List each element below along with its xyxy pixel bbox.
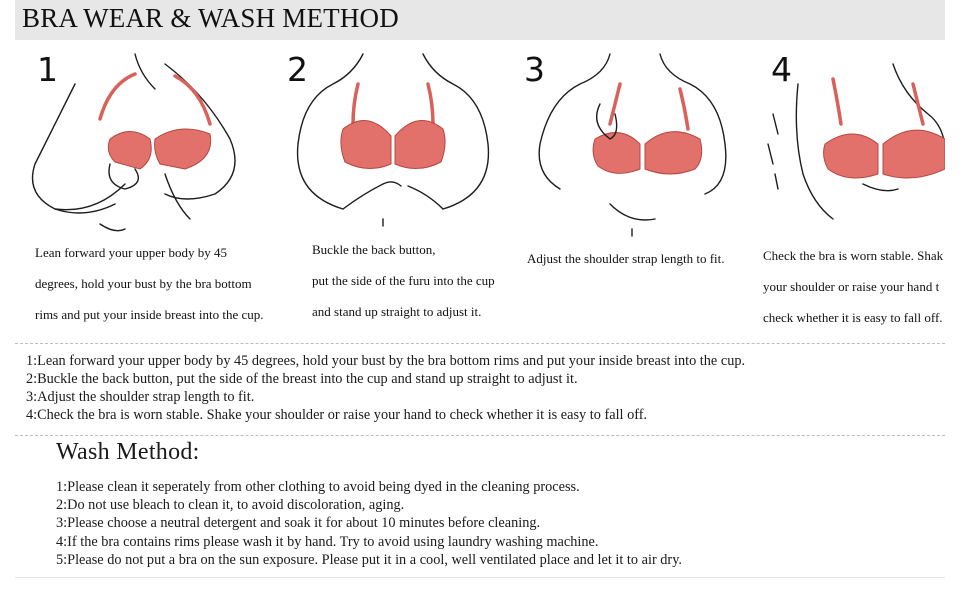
caption-line: rims and put your inside breast into the cup. bbox=[35, 307, 264, 322]
step-line-3: 3:Adjust the shoulder strap length to fit. bbox=[26, 389, 255, 405]
step-2-caption bbox=[312, 234, 495, 327]
wash-item-5: 5:Please do not put a bra on the sun exposure. Please put it in a cool, well ventilated place and let it to air dry. bbox=[56, 551, 682, 568]
bottom-rule bbox=[15, 577, 945, 578]
step-number-4: 4 bbox=[771, 50, 792, 89]
step-panel-3 bbox=[520, 44, 746, 336]
step-panel-1 bbox=[15, 44, 265, 336]
caption-line: put the side of the furu into the cup bbox=[312, 273, 495, 288]
wash-item-2: 2:Do not use bleach to clean it, to avoid discoloration, aging. bbox=[56, 497, 405, 514]
step-3-illustration bbox=[520, 44, 746, 244]
caption-line: your shoulder or raise your hand t bbox=[763, 279, 940, 294]
steps-summary bbox=[26, 352, 745, 424]
caption-line: Buckle the back button, bbox=[312, 242, 436, 257]
step-number-2: 2 bbox=[287, 50, 308, 89]
caption-line: degrees, hold your bust by the bra bottom bbox=[35, 276, 252, 291]
step-3-caption bbox=[527, 243, 725, 274]
step-1-caption bbox=[35, 237, 264, 330]
step-number-3: 3 bbox=[524, 50, 545, 89]
caption-line: Check the bra is worn stable. Shak bbox=[763, 248, 944, 263]
step-line-2: 2:Buckle the back button, put the side of the breast into the cup and stand up straight to adjust it. bbox=[26, 371, 578, 387]
caption-line: Adjust the shoulder strap length to fit. bbox=[527, 251, 725, 266]
wash-item-1: 1:Please clean it seperately from other clothing to avoid being dyed in the cleaning process. bbox=[56, 479, 580, 495]
step-4-illustration bbox=[753, 44, 945, 244]
divider-middle bbox=[15, 435, 945, 436]
step-4-caption bbox=[763, 240, 943, 333]
header-bar bbox=[15, 0, 945, 40]
page-title: BRA WEAR & WASH METHOD bbox=[22, 3, 399, 33]
wash-method-title: Wash Method: bbox=[56, 439, 200, 465]
caption-line: Lean forward your upper body by 45 bbox=[35, 245, 228, 260]
caption-line: and stand up straight to adjust it. bbox=[312, 304, 482, 319]
caption-line: check whether it is easy to fall off. bbox=[763, 310, 943, 325]
divider-top bbox=[15, 343, 945, 344]
step-line-4: 4:Check the bra is worn stable. Shake your shoulder or raise your hand to check whether it is easy to fall off. bbox=[26, 407, 648, 423]
step-panel-4 bbox=[753, 44, 945, 336]
wash-item-3: 3:Please choose a neutral detergent and soak it for about 10 minutes before cleaning. bbox=[56, 515, 541, 532]
wash-item-4: 4:If the bra contains rims please wash it by hand. Try to avoid using laundry washing machine. bbox=[56, 533, 599, 550]
wash-method-list bbox=[56, 478, 682, 569]
step-line-1: 1:Lean forward your upper body by 45 degrees, hold your bust by the bra bottom rims and put your inside breast into the cup. bbox=[26, 353, 746, 369]
step-number-1: 1 bbox=[37, 50, 58, 89]
step-panel-2 bbox=[283, 44, 513, 336]
step-2-illustration bbox=[283, 44, 513, 244]
step-1-illustration bbox=[15, 44, 265, 244]
